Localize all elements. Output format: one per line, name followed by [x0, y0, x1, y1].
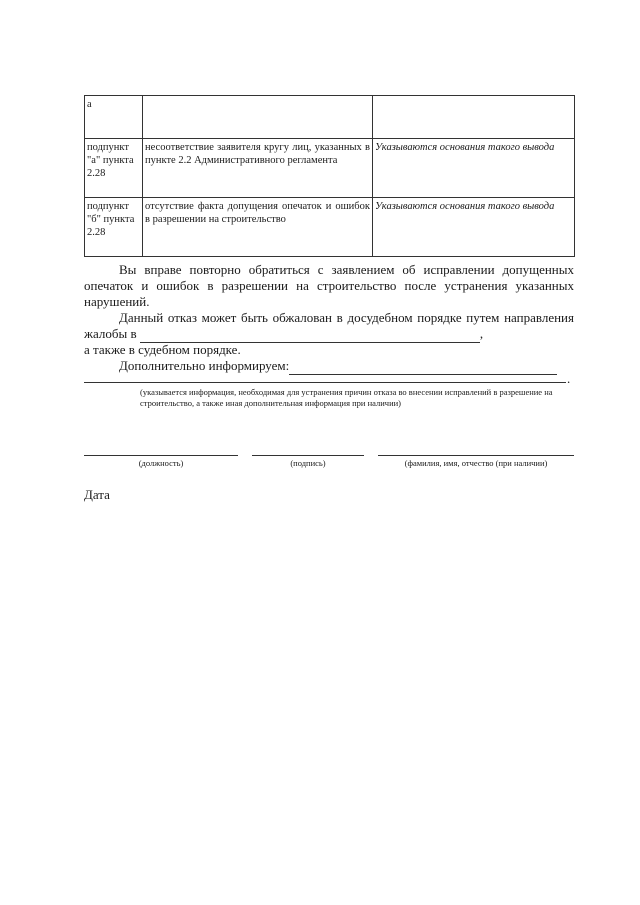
table-row [85, 96, 575, 139]
paragraph-reapply: Вы вправе повторно обратиться с заявлением об исправлении допущенных опечаток и ошибок в разрешении на строительство после устранения указанных нарушений. [84, 262, 574, 309]
additional-info-blank-line [84, 374, 566, 383]
position-line [84, 455, 238, 456]
table-cell-basis: Указываются основания такого вывода [373, 198, 575, 257]
table-cell-basis: Указываются основания такого вывода [373, 139, 575, 198]
date-label: Дата [84, 487, 110, 502]
table-row [85, 139, 575, 198]
signature-line [252, 455, 364, 456]
table-cell-point: подпункт "а" пункта 2.28 [85, 139, 143, 198]
paragraph-additional [84, 358, 574, 375]
appeal-text: Данный отказ может быть обжалован в досудебном порядке путем направления жалобы в [84, 310, 574, 341]
paragraph-court: а также в судебном порядке. [84, 342, 241, 357]
refusal-grounds-table [84, 95, 575, 257]
full-name-label: (фамилия, имя, отчество (при наличии) [404, 458, 548, 468]
paragraph-appeal [84, 310, 574, 343]
additional-info-hint: (указывается информация, необходимая для устранения причин отказа во внесении исправлений в разрешение на строительство, а также иная дополнительная информация при наличии) [140, 387, 553, 408]
table-cell-point: а [85, 96, 143, 139]
table-cell-point: подпункт "б" пункта 2.28 [85, 198, 143, 257]
signature-label: (подпись) [290, 458, 326, 468]
appeal-body-blank [140, 326, 480, 343]
table-row [85, 198, 575, 257]
table-cell-reason: несоответствие заявителя кругу лиц, указанных в пункте 2.2 Административного регламента [143, 139, 373, 198]
table-cell-reason: отсутствие факта допущения опечаток и ошибок в разрешении на строительство [143, 198, 373, 257]
additional-text: Дополнительно информируем: [119, 358, 290, 373]
additional-period: . [567, 371, 571, 386]
table-cell-reason [143, 96, 373, 139]
table-cell-basis [373, 96, 575, 139]
position-label: (должность) [138, 458, 184, 468]
appeal-comma: , [479, 326, 484, 341]
full-name-line [378, 455, 574, 456]
additional-info-blank [289, 358, 557, 375]
